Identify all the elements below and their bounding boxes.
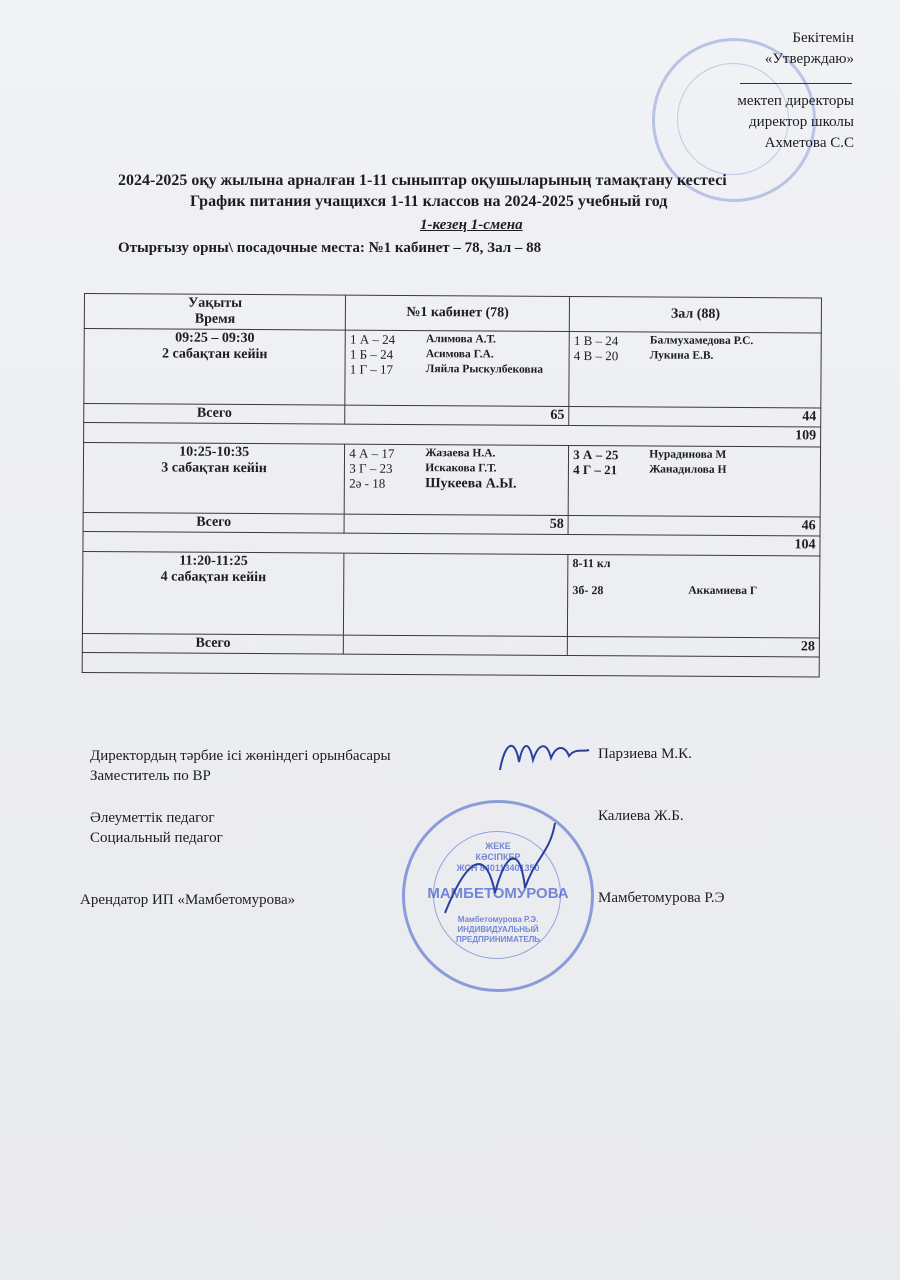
hall-cell	[568, 554, 820, 638]
tenant-name: Мамбетомурова Р.Э	[598, 890, 725, 906]
vr-title-kz: Директордың тәрбие ісі жөніндегі орынбасары	[90, 748, 391, 764]
vr-position	[90, 746, 391, 786]
time-header-ru: Время	[194, 311, 236, 327]
grand-total-row	[82, 652, 819, 677]
shift-label: 1-кезең 1-смена	[420, 217, 523, 233]
approval-line3: мектеп директоры	[737, 93, 854, 109]
cabinet-cell	[345, 330, 569, 406]
class-count: 1 В – 24	[573, 332, 619, 349]
table-row	[83, 443, 820, 518]
time-cell	[84, 329, 346, 406]
time-cell	[83, 443, 345, 515]
hall-cell	[569, 331, 821, 408]
after-lesson: 2 сабақтан кейін	[161, 346, 268, 363]
stamp-center: МАМБЕТОМУРОВА	[427, 885, 569, 902]
class-group: 8-11 кл	[572, 555, 611, 571]
title-kz: 2024-2025 оқу жылына арналған 1-11 сыныптар оқушыларының тамақтану кестесі	[118, 172, 727, 189]
title-ru: График питания учащихся 1-11 классов на 2024-2025 учебный год	[190, 193, 668, 210]
class-count: 3 А – 25	[573, 446, 619, 463]
teacher-name: Нурадинова М	[649, 448, 727, 461]
approval-line4: директор школы	[749, 114, 854, 130]
hall-cell	[568, 445, 820, 517]
time-value: 10:25-10:35	[179, 444, 250, 461]
hall-header: Зал (88)	[569, 296, 821, 333]
total-cabinet: 65	[345, 405, 569, 425]
social-position	[90, 808, 223, 848]
time-cell	[82, 551, 344, 635]
social-title-kz: Әлеуметтік педагог	[90, 810, 215, 826]
total-label: Всего	[84, 404, 345, 425]
stamp-top-line3: ЖСН 840113401350	[456, 863, 540, 873]
time-header-kz: Уақыты	[187, 295, 243, 311]
schedule-table	[82, 293, 822, 678]
total-hall: 44	[569, 406, 821, 427]
social-name: Калиева Ж.Б.	[598, 808, 684, 824]
social-title-ru: Социальный педагог	[90, 830, 223, 846]
time-value: 09:25 – 09:30	[175, 330, 255, 347]
class-count: 2ә - 18	[349, 475, 386, 491]
time-value: 11:20-11:25	[179, 553, 248, 570]
stamp-top-line1: ЖЕКЕ	[485, 841, 511, 851]
table-row	[82, 551, 819, 638]
approval-block	[737, 28, 854, 154]
approval-line1: Бекітемін	[792, 30, 854, 46]
teacher-name: Алимова А.Т.	[425, 333, 496, 346]
vr-name: Парзиева М.К.	[598, 746, 692, 762]
class-count: 4 В – 20	[573, 347, 619, 364]
class-count: 4 Г – 21	[573, 461, 618, 478]
cabinet-cell	[344, 553, 568, 636]
after-lesson: 4 сабақтан кейін	[160, 569, 267, 586]
grand-total: 104	[83, 531, 820, 556]
approval-line2: «Утверждаю»	[764, 51, 854, 67]
time-header	[84, 294, 345, 331]
teacher-name: Ляйла Рыскулбековна	[425, 363, 544, 376]
total-label: Всего	[83, 512, 344, 533]
cabinet-header: №1 кабинет (78)	[346, 295, 570, 331]
after-lesson: 3 сабақтан кейін	[161, 460, 267, 477]
grand-total	[82, 652, 819, 677]
stamp-bottom-line2: ИНДИВИДУАЛЬНЫЙ	[457, 925, 539, 934]
entrepreneur-stamp	[402, 800, 594, 992]
teacher-name: Лукина Е.В.	[649, 349, 714, 362]
teacher-name: Балмухамедова Р.С.	[649, 334, 754, 348]
total-label: Всего	[82, 633, 343, 654]
stamp-bottom-line1: Мамбетомурова Р.Э.	[457, 915, 539, 924]
teacher-name: Асимова Г.А.	[425, 348, 494, 361]
class-count: 3б- 28	[572, 582, 604, 598]
vr-title-ru: Заместитель по ВР	[90, 768, 211, 784]
cabinet-cell	[344, 444, 568, 515]
table-row	[84, 329, 821, 409]
seats-info: Отырғызу орны\ посадочные места: №1 кабинет – 78, Зал – 88	[118, 240, 542, 256]
class-count: 1 А – 24	[349, 331, 396, 347]
stamp-bottom-line3: ПРЕДПРИНИМАТЕЛЬ	[455, 935, 541, 944]
signature-line	[740, 71, 852, 84]
teacher-name: Жанадилова Н	[649, 463, 727, 476]
class-count: 1 Б – 24	[349, 346, 394, 362]
stamp-top-line2: КӘСІПКЕР	[475, 852, 521, 862]
class-count: 4 А – 17	[349, 445, 395, 461]
total-hall: 28	[567, 636, 819, 657]
handwritten-signature	[495, 732, 595, 782]
teacher-name: Шукеева А.Ы.	[425, 476, 517, 492]
total-cabinet	[344, 635, 568, 655]
tenant-position: Арендатор ИП «Мамбетомурова»	[80, 892, 296, 908]
teacher-name: Жазаева Н.А.	[425, 447, 496, 460]
total-hall: 46	[568, 515, 820, 536]
stamp-signature	[425, 803, 575, 953]
total-cabinet: 58	[344, 514, 568, 534]
class-count: 3 Г – 23	[349, 460, 393, 476]
grand-total: 109	[84, 423, 821, 448]
teacher-name: Искакова Г.Т.	[425, 462, 497, 475]
class-count: 1 Г – 17	[349, 361, 394, 377]
approval-line5: Ахметова С.С	[764, 135, 854, 151]
teacher-name: Аккамиева Г	[688, 584, 758, 598]
table-header-row	[84, 294, 821, 334]
